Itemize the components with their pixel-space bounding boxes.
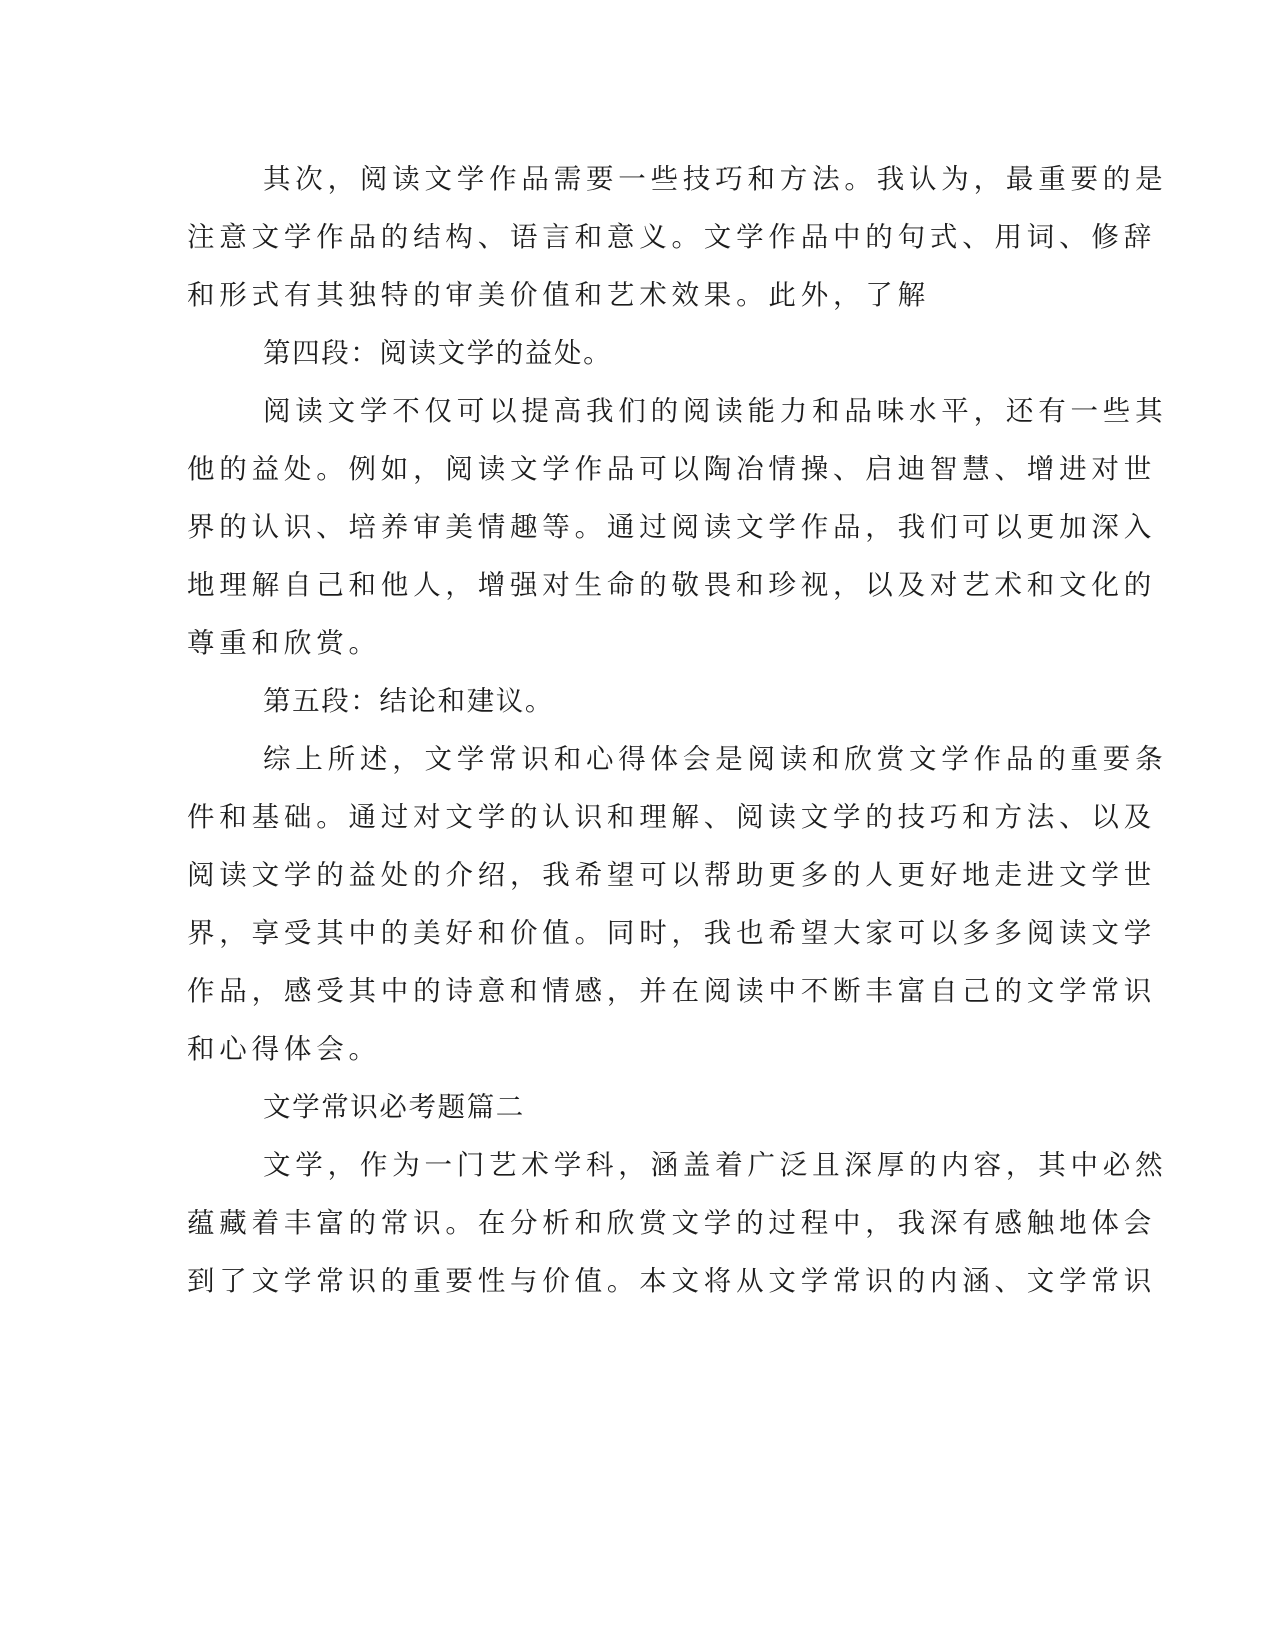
paragraph-line: 地理解自己和他人，增强对生命的敬畏和珍视，以及对艺术和文化的 — [187, 569, 1156, 601]
paragraph-line: 和形式有其独特的审美价值和艺术效果。此外，了解 — [187, 279, 930, 311]
paragraph-line: 阅读文学不仅可以提高我们的阅读能力和品味水平，还有一些其 — [263, 395, 1168, 427]
paragraph-line: 阅读文学的益处的介绍，我希望可以帮助更多的人更好地走进文学世 — [187, 859, 1156, 891]
paragraph-line: 尊重和欣赏。 — [187, 627, 381, 659]
paragraph-line: 件和基础。通过对文学的认识和理解、阅读文学的技巧和方法、以及 — [187, 801, 1156, 833]
section-heading: 第五段：结论和建议。 — [263, 685, 554, 717]
paragraph-line: 其次，阅读文学作品需要一些技巧和方法。我认为，最重要的是 — [263, 163, 1168, 195]
paragraph-line: 界的认识、培养审美情趣等。通过阅读文学作品，我们可以更加深入 — [187, 511, 1156, 543]
paragraph-line: 综上所述，文学常识和心得体会是阅读和欣赏文学作品的重要条 — [263, 743, 1168, 775]
section-heading: 文学常识必考题篇二 — [263, 1091, 525, 1123]
paragraph-line: 作品，感受其中的诗意和情感，并在阅读中不断丰富自己的文学常识 — [187, 975, 1156, 1007]
paragraph-line: 到了文学常识的重要性与价值。本文将从文学常识的内涵、文学常识 — [187, 1265, 1156, 1297]
paragraph-line: 他的益处。例如，阅读文学作品可以陶冶情操、启迪智慧、增进对世 — [187, 453, 1156, 485]
paragraph-line: 文学，作为一门艺术学科，涵盖着广泛且深厚的内容，其中必然 — [263, 1149, 1168, 1181]
paragraph-line: 界，享受其中的美好和价值。同时，我也希望大家可以多多阅读文学 — [187, 917, 1156, 949]
section-heading: 第四段：阅读文学的益处。 — [263, 337, 613, 369]
paragraph-line: 蕴藏着丰富的常识。在分析和欣赏文学的过程中，我深有感触地体会 — [187, 1207, 1156, 1239]
paragraph-line: 注意文学作品的结构、语言和意义。文学作品中的句式、用词、修辞 — [187, 221, 1156, 253]
paragraph-line: 和心得体会。 — [187, 1033, 381, 1065]
